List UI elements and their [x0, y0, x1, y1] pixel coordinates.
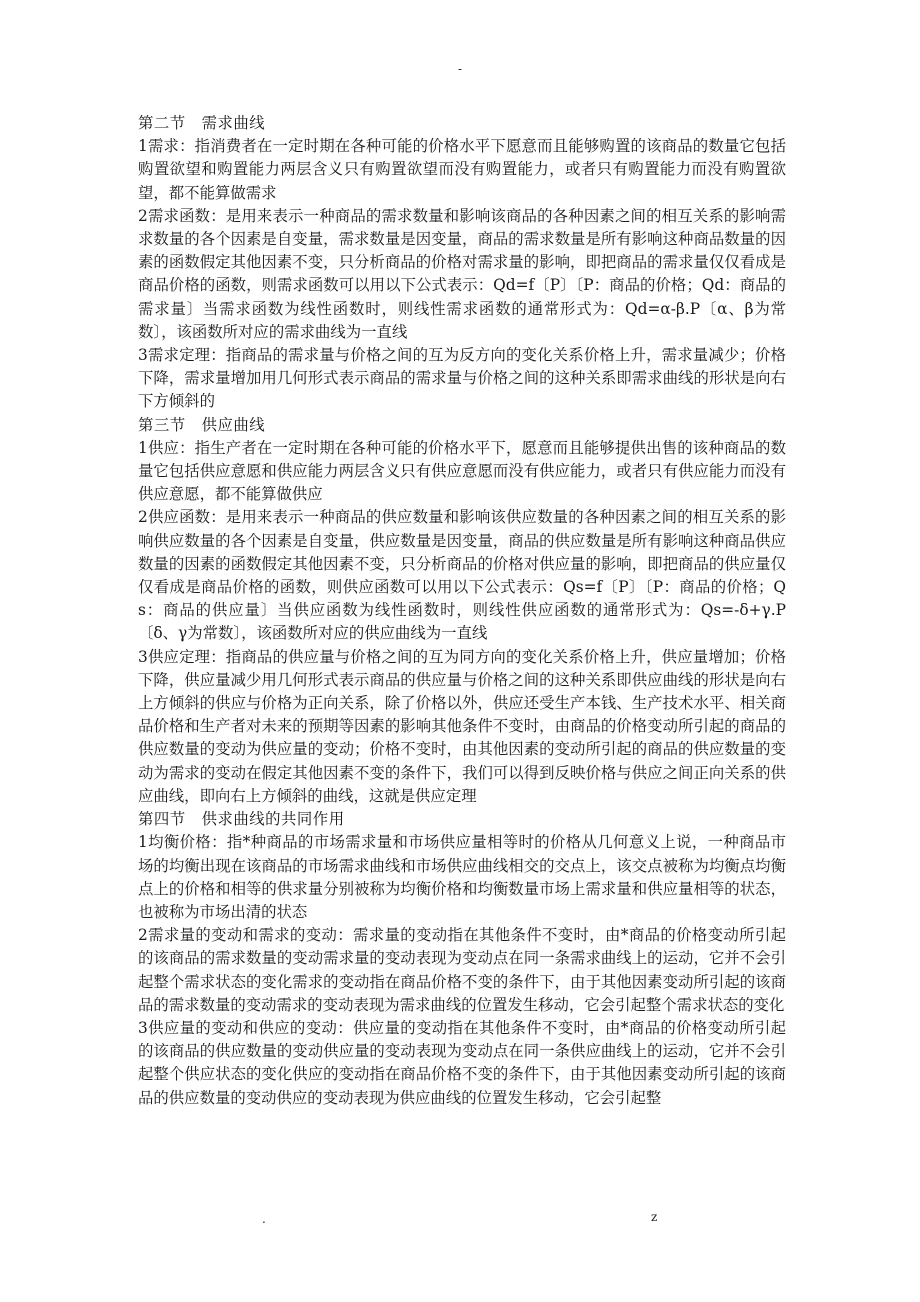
paragraph-supply-change: 3供应量的变动和供应的变动：供应量的变动指在其他条件不变时，由*商品的价格变动所引起的该商品的供应数量的变动供应量的变动表现为变动点在同一条供应曲线上的运动，它并不会引起整个供应状态的变化供应的变动指在商品价格不变的条件下，由于其他因素变动所引起的该商品的供应数量的变动供应的变动表现为供应曲线的位置发生移动，它会引起整 [138, 1018, 786, 1107]
page-header-mark: - [457, 62, 463, 76]
section-heading-2: 第二节 需求曲线 [138, 114, 266, 132]
paragraph-supply-law: 3供应定理：指商品的供应量与价格之间的互为同方向的变化关系价格上升，供应量增加；价格下降，供应量减少用几何形式表示商品的供应量与价格之间的这种关系即供应曲线的形状是向右上方倾斜的供应与价格为正向关系，除了价格以外，供应还受生产本钱、生产技术水平、相关商品价格和生产者对未来的预期等因素的影响其他条件不变时，由商品的价格变动所引起的商品的供应数量的变动为供应量的变动；价格不变时，由其他因素的变动所引起的商品的供应数量的变动为需求的变动在假定其他因素不变的条件下，我们可以得到反映价格与供应之间正向关系的供应曲线，即向右上方倾斜的曲线，这就是供应定理 [138, 647, 786, 805]
paragraph-demand-function: 2需求函数：是用来表示一种商品的需求数量和影响该商品的各种因素之间的相互关系的影响需求数量的各个因素是自变量，需求数量是因变量，商品的需求数量是所有影响这种商品数量的因素的函数假定其他因素不变，只分析商品的价格对需求量的影响，即把商品的需求量仅仅看成是商品价格的函数，则需求函数可以用以下公式表示：Qd=f〔P〕〔P：商品的价格；Qd：商品的需求量〕当需求函数为线性函数时，则线性需求函数的通常形式为：Qd=α-β.P〔α、β为常数〕，该函数所对应的需求曲线为一直线 [138, 206, 786, 341]
page-footer-left: . [262, 1212, 266, 1226]
paragraph-supply-definition: 1供应：指生产者在一定时期在各种可能的价格水平下，愿意而且能够提供出售的该种商品的数量它包括供应意愿和供应能力两层含义只有供应意愿而没有供应能力，或者只有供应能力而没有供应意愿，都不能算做供应 [138, 438, 786, 504]
paragraph-demand-law: 3需求定理：指商品的需求量与价格之间的互为反方向的变化关系价格上升，需求量减少；价格下降，需求量增加用几何形式表示商品的需求量与价格之间的这种关系即需求曲线的形状是向右下方倾斜的 [138, 346, 786, 411]
page-footer-right: z [651, 1210, 658, 1224]
document-body [138, 112, 786, 1110]
paragraph-equilibrium-price: 1均衡价格：指*种商品的市场需求量和市场供应量相等时的价格从几何意义上说，一种商品市场的均衡出现在该商品的市场需求曲线和市场供应曲线相交的交点上，该交点被称为均衡点均衡点上的价格和相等的供求量分别被称为均衡价格和均衡数量市场上需求量和供应量相等的状态，也被称为市场出清的状态 [138, 833, 786, 921]
paragraph-demand-definition: 1需求：指消费者在一定时期在各种可能的价格水平下愿意而且能够购置的该商品的数量它包括购置欲望和购置能力两层含义只有购置欲望而没有购置能力，或者只有购置能力而没有购置欲望，都不能算做需求 [138, 137, 786, 202]
section-heading-4: 第四节 供求曲线的共同作用 [138, 810, 345, 829]
paragraph-demand-change: 2需求量的变动和需求的变动：需求量的变动指在其他条件不变时，由*商品的价格变动所引起的该商品的需求数量的变动需求量的变动表现为变动点在同一条需求曲线上的运动，它并不会引起整个需求状态的变化需求的变动指在商品价格不变的条件下，由于其他因素变动所引起的该商品的需求数量的变动需求的变动表现为需求曲线的位置发生移动，它会引起整个需求状态的变化 [138, 926, 786, 1014]
paragraph-supply-function: 2供应函数：是用来表示一种商品的供应数量和影响该供应数量的各种因素之间的相互关系的影响供应数量的各个因素是自变量，供应数量是因变量，商品的供应数量是所有影响这种商品供应数量的因素的函数假定其他因素不变，只分析商品的价格对供应量的影响，即把商品的供应量仅仅看成是商品价格的函数，则供应函数可以用以下公式表示：Qs=f〔P〕〔P：商品的价格；Qs：商品的供应量〕当供应函数为线性函数时，则线性供应函数的通常形式为：Qs=-δ+γ.P〔δ、γ为常数〕，该函数所对应的供应曲线为一直线 [138, 508, 786, 643]
section-heading-3: 第三节 供应曲线 [138, 415, 266, 434]
